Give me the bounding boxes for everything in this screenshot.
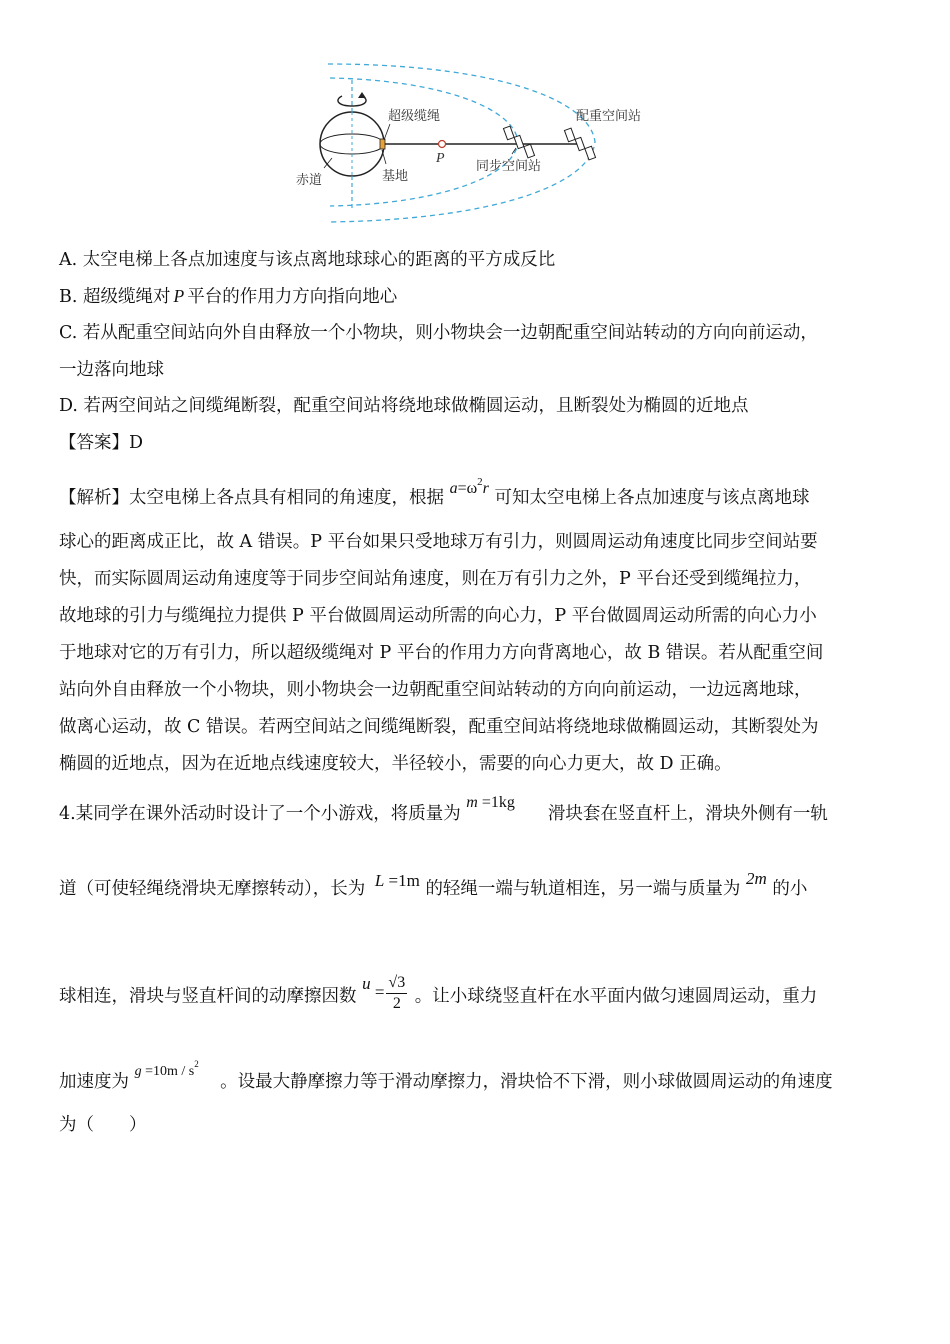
- option-c-line-1: C. 若从配重空间站向外自由释放一个小物块，则小物块会一边朝配重空间站转动的方向向前运动，: [59, 323, 818, 343]
- answer-line: 【答案】D: [59, 433, 144, 453]
- counterweight-label: 配重空间站: [576, 109, 642, 124]
- middle-orbit: [330, 78, 518, 206]
- formula-m-1kg: m =1kg: [466, 794, 515, 811]
- analysis-line-4: 故地球的引力与缆绳拉力提供 P 平台做圆周运动所需的向心力，P 平台做圆周运动所需的向心力小: [59, 606, 817, 626]
- analysis-line-7: 做离心运动，故 C 错误。若两空间站之间缆绳断裂，配重空间站将绕地球做椭圆运动，其断裂处为: [59, 717, 819, 737]
- analysis-line-5: 于地球对它的万有引力，所以超级缆绳对 P 平台的作用力方向背离地心，故 B 错误。若从配重空间: [59, 643, 824, 663]
- option-a: A. 太空电梯上各点加速度与该点离地球球心的距离的平方成反比: [59, 250, 556, 270]
- formula-g: $g =10m / s^2$: [134, 1059, 199, 1079]
- space-elevator-figure: [290, 58, 670, 228]
- question-4-line-3: 球相连，滑块与竖直杆间的动摩擦因数 u = $\frac{√3}{2}$ 。让小球绕竖直杆在水平面内做匀速圆周运动，重力: [59, 974, 818, 1012]
- option-c-line-2: 一边落向地球: [59, 360, 164, 380]
- formula-mu: u = $\frac{√3}{2}$: [362, 974, 406, 1012]
- space-elevator-diagram: [290, 58, 670, 228]
- cable-label: 超级缆绳: [388, 109, 441, 124]
- analysis-line-1: 【解析】太空电梯上各点具有相同的角速度，根据 $a=\omega^2r$ 可知太空电梯上各点加速度与该点离地球: [59, 480, 809, 511]
- option-b: B. 超级缆绳对 P 平台的作用力方向指向地心: [59, 286, 398, 307]
- formula-2m: 2m: [746, 869, 767, 888]
- question-4-line-4: 加速度为 $g =10m / s^2$ 。设最大静摩擦力等于滑动摩擦力，滑块恰不下滑，则小球做圆周运动的角速度: [59, 1064, 833, 1096]
- question-4-line-5: 为（ ）: [59, 1115, 147, 1135]
- formula-a-omega-r: $a=\omega^2r$: [449, 476, 489, 497]
- equator-label: 赤道: [296, 173, 323, 188]
- p-point-marker: [439, 141, 446, 148]
- analysis-line-3: 快，而实际圆周运动角速度等于同步空间站角速度，则在万有引力之外，P 平台还受到缆绳拉力，: [59, 569, 812, 589]
- analysis-line-8: 椭圆的近地点，因为在近地点线速度较大，半径较小，需要的向心力更大，故 D 正确。: [59, 754, 732, 774]
- base-label: 基地: [382, 169, 409, 184]
- base-marker: [380, 139, 385, 149]
- p-point-label: P: [436, 151, 445, 166]
- mu-fraction: $\frac{√3}{2}$: [388, 974, 406, 1012]
- outer-orbit: [328, 64, 595, 222]
- analysis-line-6: 站向外自由释放一个小物块，则小物块会一边朝配重空间站转动的方向向前运动，一边远离地球，: [59, 680, 812, 700]
- formula-l-1m: L =1m: [374, 871, 420, 890]
- analysis-line-2: 球心的距离成正比，故 A 错误。P 平台如果只受地球万有引力，则圆周运动角速度比同步空间站要: [59, 532, 818, 552]
- option-d: D. 若两空间站之间缆绳断裂，配重空间站将绕地球做椭圆运动，且断裂处为椭圆的近地点: [59, 396, 749, 416]
- question-4-line-1: 4.某同学在课外活动时设计了一个小游戏，将质量为 m =1kg 滑块套在竖直杆上，滑块外侧有一轨: [59, 802, 828, 827]
- question-4-line-2: 道（可使轻绳绕滑块无摩擦转动），长为 L =1m 的轻绳一端与轨道相连，另一端与质量为 2m 的小: [59, 869, 808, 899]
- sync-station-label: 同步空间站: [476, 159, 542, 174]
- sync-station-icon: [503, 122, 534, 163]
